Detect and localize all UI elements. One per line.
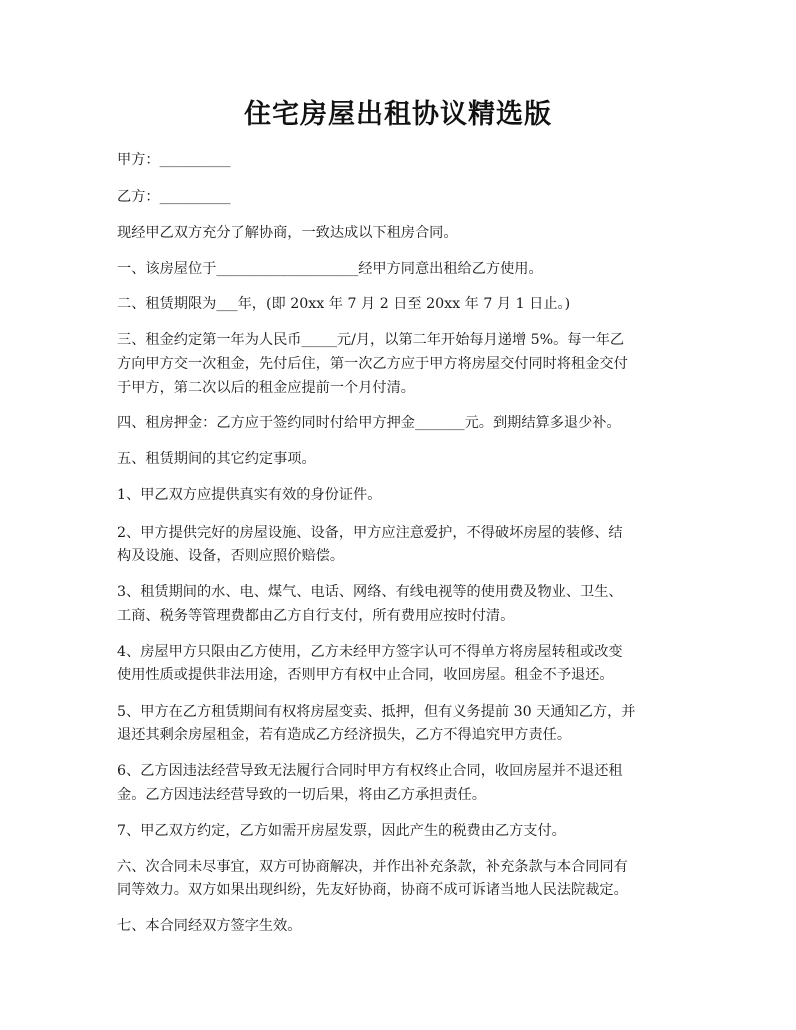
clause-2: 二、租赁期限为___年，(即 20xx 年 7 月 2 日至 20xx 年 7 月 1 日止。)	[117, 296, 571, 312]
document-title: 住宅房屋出租协议精选版	[244, 99, 552, 130]
clause-6-line-1: 六、次合同未尽事宜，双方可协商解决，并作出补充条款，补充条款与本合同同有	[117, 859, 628, 875]
clause-4: 四、租房押金：乙方应于签约同时付给甲方押金_______元。到期结算多退少补。	[117, 415, 621, 431]
clause-7: 七、本合同经双方签字生效。	[117, 918, 302, 934]
clause-6-line-2: 同等效力。双方如果出现纠纷，先友好协商，协商不成可诉诸当地人民法院裁定。	[117, 882, 628, 898]
item-4-line-2: 使用性质或提供非法用途，否则甲方有权中止合同，收回房屋。租金不予退还。	[117, 667, 614, 683]
item-5-line-1: 5、甲方在乙方租赁期间有权将房屋变卖、抵押，但有义务提前 30 天通知乙方，并	[117, 704, 636, 720]
item-2-line-1: 2、甲方提供完好的房屋设施、设备，甲方应注意爱护，不得破坏房屋的装修、结	[117, 525, 623, 541]
clause-3-line-3: 于甲方，第二次以后的租金应提前一个月付清。	[117, 380, 415, 396]
item-6-line-2: 金。乙方因违法经营导致的一切后果，将由乙方承担责任。	[117, 787, 486, 803]
item-7: 7、甲乙双方约定，乙方如需开房屋发票，因此产生的税费由乙方支付。	[117, 823, 566, 839]
party-a-line: 甲方：__________	[117, 152, 231, 168]
item-3-line-2: 工商、税务等管理费都由乙方自行支付，所有费用应按时付清。	[117, 608, 515, 624]
party-b-line: 乙方：__________	[117, 189, 231, 205]
item-5-line-2: 退还其剩余房屋租金，若有造成乙方经济损失，乙方不得追究甲方责任。	[117, 727, 572, 743]
clause-1: 一、该房屋位于____________________经甲方同意出租给乙方使用。	[117, 261, 543, 277]
clause-5-heading: 五、租赁期间的其它约定事项。	[117, 451, 316, 467]
item-4-line-1: 4、房屋甲方只限由乙方使用，乙方未经甲方签字认可不得单方将房屋转租或改变	[117, 644, 623, 660]
item-6-line-1: 6、乙方因违法经营导致无法履行合同时甲方有权终止合同，收回房屋并不退还租	[117, 763, 623, 779]
item-2-line-2: 构及设施、设备，否则应照价赔偿。	[117, 548, 345, 564]
clause-3-line-2: 方向甲方交一次租金，先付后住，第一次乙方应于甲方将房屋交付同时将租金交付	[117, 356, 628, 372]
intro-paragraph: 现经甲乙双方充分了解协商，一致达成以下租房合同。	[117, 225, 458, 241]
clause-3-line-1: 三、租金约定第一年为人民币_____元/月，以第二年开始每月递增 5%。每一年乙	[117, 332, 625, 348]
item-1: 1、甲乙双方应提供真实有效的身份证件。	[117, 487, 382, 503]
item-3-line-1: 3、租赁期间的水、电、煤气、电话、网络、有线电视等的使用费及物业、卫生、	[117, 584, 623, 600]
